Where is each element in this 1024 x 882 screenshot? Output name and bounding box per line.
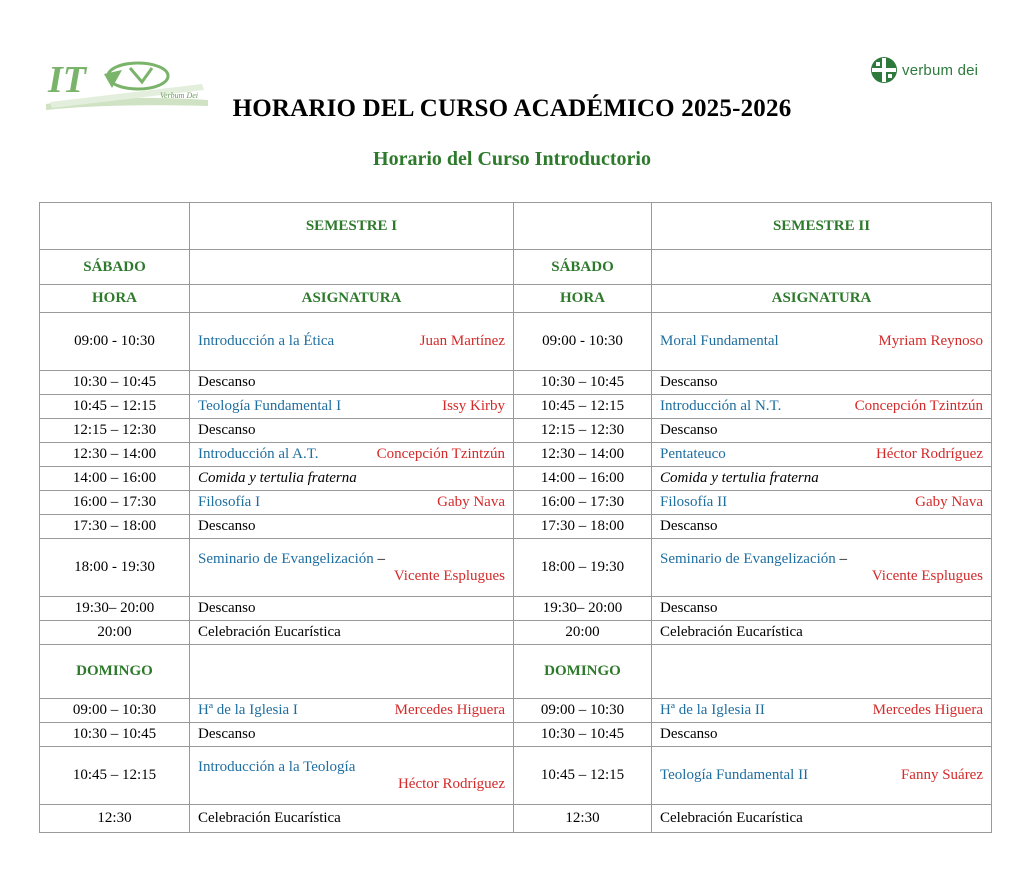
schedule-row xyxy=(40,747,992,805)
time-cell: 16:00 – 17:30 xyxy=(514,491,652,515)
subject-cell xyxy=(190,539,514,597)
subject-cell xyxy=(190,395,514,419)
time-cell: 12:30 xyxy=(40,805,190,833)
subject-name: Introducción a la Teología xyxy=(198,758,356,775)
time-cell: 10:45 – 12:15 xyxy=(514,395,652,419)
svg-text:IT: IT xyxy=(48,59,86,101)
subject-cell xyxy=(190,723,514,747)
professor-name: Fanny Suárez xyxy=(900,767,983,783)
dash-separator: – xyxy=(835,550,848,567)
professor-name: Héctor Rodríguez xyxy=(397,775,505,792)
subject-cell xyxy=(652,419,992,443)
professor-name: Vicente Esplugues xyxy=(871,567,983,584)
time-cell: 12:30 xyxy=(514,805,652,833)
schedule-row xyxy=(40,539,992,597)
subject-cell xyxy=(190,443,514,467)
professor-name: Mercedes Higuera xyxy=(394,702,505,718)
time-cell: 10:45 – 12:15 xyxy=(40,395,190,419)
schedule-row xyxy=(40,805,992,833)
empty-cell xyxy=(652,250,992,285)
schedule-row xyxy=(40,597,992,621)
subject-cell xyxy=(652,723,992,747)
semestre-1-header: SEMESTRE I xyxy=(190,203,514,250)
subject-cell xyxy=(652,515,992,539)
time-cell: 12:30 – 14:00 xyxy=(40,443,190,467)
asignatura-header: ASIGNATURA xyxy=(190,285,514,313)
time-cell: 17:30 – 18:00 xyxy=(514,515,652,539)
time-cell: 14:00 – 16:00 xyxy=(514,467,652,491)
professor-name: Mercedes Higuera xyxy=(872,702,983,718)
subject-cell xyxy=(190,371,514,395)
schedule-row xyxy=(40,699,992,723)
subject-cell xyxy=(652,443,992,467)
schedule-row xyxy=(40,395,992,419)
time-cell: 09:00 – 10:30 xyxy=(40,699,190,723)
subject-cell xyxy=(652,395,992,419)
subject-cell xyxy=(652,621,992,645)
time-cell: 10:45 – 12:15 xyxy=(40,747,190,805)
subject-text: Comida y tertulia fraterna xyxy=(198,470,357,486)
schedule-row xyxy=(40,467,992,491)
subject-name: Moral Fundamental xyxy=(660,333,779,349)
subject-cell xyxy=(190,491,514,515)
professor-name: Gaby Nava xyxy=(437,494,505,510)
hora-header: HORA xyxy=(40,285,190,313)
schedule-row xyxy=(40,313,992,371)
asignatura-header: ASIGNATURA xyxy=(652,285,992,313)
subject-text: Descanso xyxy=(198,374,256,390)
schedule-row xyxy=(40,371,992,395)
domingo-row xyxy=(40,645,992,699)
subject-cell xyxy=(652,491,992,515)
subject-text: Comida y tertulia fraterna xyxy=(660,470,819,486)
time-cell: 19:30– 20:00 xyxy=(514,597,652,621)
professor-name: Juan Martínez xyxy=(419,333,505,349)
subject-cell xyxy=(190,515,514,539)
time-cell: 19:30– 20:00 xyxy=(40,597,190,621)
time-cell: 12:15 – 12:30 xyxy=(40,419,190,443)
subject-cell xyxy=(652,699,992,723)
professor-name: Vicente Esplugues xyxy=(393,567,505,584)
verbum-dei-logo xyxy=(870,54,978,86)
itvd-caption: Verbum Dei xyxy=(160,91,198,100)
schedule-row xyxy=(40,443,992,467)
empty-cell xyxy=(40,203,190,250)
subject-name: Hª de la Iglesia II xyxy=(660,702,765,718)
professor-name: Concepción Tzintzún xyxy=(376,446,505,462)
time-cell: 20:00 xyxy=(40,621,190,645)
subject-name: Introducción al N.T. xyxy=(660,398,782,414)
time-cell: 18:00 – 19:30 xyxy=(514,539,652,597)
subject-name: Teología Fundamental II xyxy=(660,767,809,783)
schedule-row xyxy=(40,515,992,539)
subject-text: Celebración Eucarística xyxy=(198,810,341,826)
subject-cell xyxy=(652,371,992,395)
subject-text: Descanso xyxy=(198,726,256,742)
page-title: HORARIO DEL CURSO ACADÉMICO 2025-2026 xyxy=(232,95,792,122)
sabado-label: SÁBADO xyxy=(514,250,652,285)
time-cell: 09:00 - 10:30 xyxy=(514,313,652,371)
time-cell: 09:00 - 10:30 xyxy=(40,313,190,371)
hora-header: HORA xyxy=(514,285,652,313)
subject-cell xyxy=(190,621,514,645)
sabado-label: SÁBADO xyxy=(40,250,190,285)
schedule-row xyxy=(40,491,992,515)
subject-cell xyxy=(190,467,514,491)
subject-name: Teología Fundamental I xyxy=(198,398,342,414)
subject-cell xyxy=(190,313,514,371)
subject-cell xyxy=(190,747,514,805)
dash-separator: – xyxy=(373,550,386,567)
subject-text: Descanso xyxy=(198,518,256,534)
time-cell: 17:30 – 18:00 xyxy=(40,515,190,539)
subject-text: Descanso xyxy=(198,600,256,616)
subject-name: Filosofía II xyxy=(660,494,728,510)
professor-name: Héctor Rodríguez xyxy=(875,446,983,462)
subject-cell xyxy=(190,419,514,443)
subject-name: Introducción al A.T. xyxy=(198,446,319,462)
page-subtitle: Horario del Curso Introductorio xyxy=(373,148,651,170)
subject-name: Hª de la Iglesia I xyxy=(198,702,298,718)
subject-name: Seminario de Evangelización xyxy=(198,550,374,567)
subject-cell xyxy=(190,805,514,833)
subject-cell xyxy=(652,539,992,597)
subject-name: Seminario de Evangelización xyxy=(660,550,836,567)
professor-name: Issy Kirby xyxy=(442,398,505,414)
subject-text: Celebración Eucarística xyxy=(660,624,803,640)
subject-cell xyxy=(652,313,992,371)
verbum-dei-cross-icon xyxy=(870,56,898,84)
subject-text: Descanso xyxy=(660,518,718,534)
professor-name: Myriam Reynoso xyxy=(878,333,983,349)
time-cell: 12:30 – 14:00 xyxy=(514,443,652,467)
empty-cell xyxy=(190,250,514,285)
subject-name: Pentateuco xyxy=(660,446,726,462)
subject-name: Filosofía I xyxy=(198,494,261,510)
schedule-row xyxy=(40,419,992,443)
empty-cell xyxy=(652,645,992,699)
subject-cell xyxy=(652,597,992,621)
subject-cell xyxy=(652,747,992,805)
verbum-dei-text: verbum dei xyxy=(902,61,979,79)
professor-name: Gaby Nava xyxy=(915,494,983,510)
time-cell: 16:00 – 17:30 xyxy=(40,491,190,515)
domingo-label: DOMINGO xyxy=(40,645,190,699)
time-cell: 10:30 – 10:45 xyxy=(514,723,652,747)
time-cell: 10:30 – 10:45 xyxy=(514,371,652,395)
subject-text: Celebración Eucarística xyxy=(198,624,341,640)
subject-text: Descanso xyxy=(198,422,256,438)
subject-text: Descanso xyxy=(660,600,718,616)
domingo-label: DOMINGO xyxy=(514,645,652,699)
subject-text: Celebración Eucarística xyxy=(660,810,803,826)
schedule-row xyxy=(40,621,992,645)
professor-name: Concepción Tzintzún xyxy=(854,398,983,414)
sabado-row xyxy=(40,250,992,285)
time-cell: 10:45 – 12:15 xyxy=(514,747,652,805)
column-header-row xyxy=(40,285,992,313)
subject-cell xyxy=(652,805,992,833)
time-cell: 14:00 – 16:00 xyxy=(40,467,190,491)
time-cell: 10:30 – 10:45 xyxy=(40,723,190,747)
empty-cell xyxy=(190,645,514,699)
time-cell: 20:00 xyxy=(514,621,652,645)
subject-text: Descanso xyxy=(660,726,718,742)
time-cell: 09:00 – 10:30 xyxy=(514,699,652,723)
schedule-row xyxy=(40,723,992,747)
subject-cell xyxy=(190,699,514,723)
semestre-2-header: SEMESTRE II xyxy=(652,203,992,250)
empty-cell xyxy=(514,203,652,250)
subject-cell xyxy=(652,467,992,491)
schedule-table xyxy=(39,202,992,833)
time-cell: 18:00 - 19:30 xyxy=(40,539,190,597)
subject-text: Descanso xyxy=(660,422,718,438)
time-cell: 10:30 – 10:45 xyxy=(40,371,190,395)
subject-name: Introducción a la Ética xyxy=(198,333,335,349)
time-cell: 12:15 – 12:30 xyxy=(514,419,652,443)
subject-text: Descanso xyxy=(660,374,718,390)
semester-header-row xyxy=(40,203,992,250)
subject-cell xyxy=(190,597,514,621)
